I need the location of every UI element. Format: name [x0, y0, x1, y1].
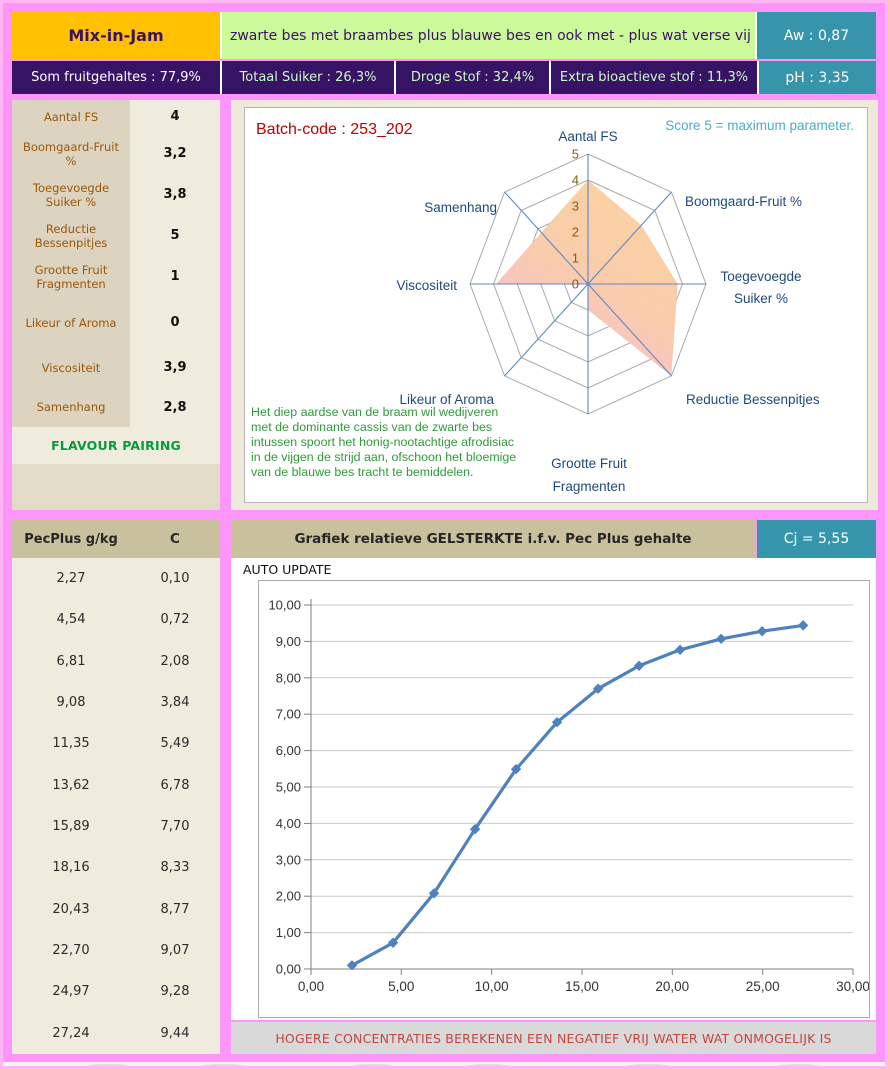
- parameter-row: [12, 348, 220, 387]
- y-axis-label: 1,00: [275, 925, 301, 941]
- pecplus-cell: 2,27: [56, 571, 86, 587]
- radar-tick-label: 1: [571, 250, 579, 266]
- series-line: [352, 625, 803, 965]
- gel-table-row: [12, 723, 220, 764]
- x-axis-label: 0,00: [297, 979, 325, 994]
- parameter-row: [12, 100, 220, 133]
- stat-totaal-suiker: Totaal Suiker : 26,3%: [222, 61, 394, 94]
- edge-shape: [770, 1064, 826, 1069]
- pecplus-cell: 22,70: [52, 943, 90, 959]
- gel-table-row: [12, 930, 220, 971]
- data-point-marker: [798, 620, 808, 630]
- gel-table-row: [12, 558, 220, 599]
- parameter-value[interactable]: 2,8: [130, 387, 220, 427]
- c-cell: 6,78: [160, 777, 190, 793]
- radar-axis-label: Viscositeit: [396, 278, 457, 293]
- radar-chart-box: [244, 107, 868, 503]
- parameter-label: Grootte Fruit Fragmenten: [12, 256, 130, 297]
- radar-axis-label: Likeur of Aroma: [399, 392, 494, 407]
- y-axis-label: 2,00: [275, 888, 301, 904]
- y-axis-label: 6,00: [275, 743, 301, 759]
- parameter-value[interactable]: 0: [130, 297, 220, 348]
- pairing-line: Het diep aardse van de braam wil wedijveren: [251, 405, 499, 419]
- gel-table-row: [12, 847, 220, 888]
- parameter-row: [12, 256, 220, 297]
- aw-value-cell: Aw : 0,87: [757, 12, 876, 59]
- pecplus-cell: 13,62: [52, 777, 90, 793]
- pecplus-cell: 15,89: [52, 819, 90, 835]
- stat-som-fruitgehaltes: Som fruitgehaltes : 77,9%: [12, 61, 220, 94]
- radar-axis-label: Toegevoegde: [720, 269, 802, 284]
- c-cell: 8,33: [160, 860, 190, 876]
- radar-tick-label: 0: [571, 276, 579, 292]
- c-column-header: C: [170, 531, 180, 547]
- pairing-line: intussen spoort het honig-nootachtige afrodisiac: [251, 435, 515, 449]
- pecplus-cell: 24,97: [52, 984, 90, 1000]
- c-cell: 5,49: [160, 736, 190, 752]
- gel-table-row: [12, 682, 220, 723]
- gel-table-row: [12, 765, 220, 806]
- y-axis-label: 5,00: [275, 779, 301, 795]
- gel-line-chart: [259, 581, 869, 1017]
- data-point-marker: [716, 634, 726, 644]
- batch-code-label: Batch-code : 253_202: [256, 121, 413, 138]
- parameter-value[interactable]: 1: [130, 256, 220, 297]
- y-axis-label: 4,00: [275, 815, 301, 831]
- gel-table-row: [12, 889, 220, 930]
- c-cell: 9,28: [160, 984, 190, 1000]
- pecplus-cell: 27,24: [52, 1025, 90, 1041]
- y-axis-label: 7,00: [275, 706, 301, 722]
- c-cell: 3,84: [160, 695, 190, 711]
- cj-value-cell: Cj = 5,55: [757, 520, 876, 558]
- y-axis-label: 9,00: [275, 633, 301, 649]
- y-axis-label: 10,00: [268, 597, 301, 613]
- c-cell: 9,07: [160, 943, 190, 959]
- gel-table-row: [12, 599, 220, 640]
- c-cell: 9,44: [160, 1025, 190, 1041]
- parameter-row: [12, 215, 220, 256]
- parameter-label: Toegevoegde Suiker %: [12, 174, 130, 215]
- ph-value-cell: pH : 3,35: [759, 61, 876, 94]
- radar-axis-label: Reductie Bessenpitjes: [686, 392, 820, 407]
- parameter-value[interactable]: 3,8: [130, 174, 220, 215]
- radar-tick-label: 2: [571, 224, 579, 240]
- line-chart-box: [258, 580, 870, 1018]
- y-axis-label: 3,00: [275, 852, 301, 868]
- parameter-table: [12, 100, 220, 427]
- parameter-table-footer: [12, 464, 220, 510]
- parameter-row: [12, 174, 220, 215]
- pairing-line: van de blauwe bes tracht te bemiddelen.: [251, 465, 474, 479]
- parameter-value[interactable]: 5: [130, 215, 220, 256]
- gel-table-header: [12, 520, 220, 558]
- edge-shape: [620, 1064, 676, 1069]
- pecplus-cell: 6,81: [56, 653, 86, 669]
- parameter-value[interactable]: 3,2: [130, 133, 220, 174]
- edge-shape: [460, 1064, 516, 1069]
- c-cell: 2,08: [160, 653, 190, 669]
- product-name-cell: Mix-in-Jam: [12, 12, 220, 59]
- radar-axis-label: Suiker %: [733, 291, 789, 306]
- x-axis-label: 15,00: [565, 979, 599, 994]
- parameter-row: [12, 297, 220, 348]
- parameter-label: Viscositeit: [12, 348, 130, 387]
- pairing-line: in de vijgen de strijd aan, ofschoon het bloemige: [251, 450, 517, 464]
- c-cell: 0,10: [160, 571, 190, 587]
- gel-table-row: [12, 806, 220, 847]
- edge-shape: [80, 1064, 136, 1069]
- radar-axis-label: Boomgaard-Fruit %: [685, 194, 803, 209]
- pecplus-cell: 11,35: [52, 736, 90, 752]
- pairing-line: met de dominante cassis van de zwarte bes: [251, 420, 493, 434]
- x-axis-label: 30,00: [836, 979, 869, 994]
- x-axis-label: 5,00: [388, 979, 415, 994]
- pecplus-cell: 20,43: [52, 901, 90, 917]
- stat-extra-bioactieve-stof: Extra bioactieve stof : 11,3%: [551, 61, 757, 94]
- parameter-label: Samenhang: [12, 387, 130, 427]
- pecplus-cell: 4,54: [56, 612, 86, 628]
- radar-axis-label: Grootte Fruit: [551, 456, 627, 471]
- parameter-value[interactable]: 4: [130, 100, 220, 133]
- warning-banner: HOGERE CONCENTRATIES BEREKENEN EEN NEGATIEF VRIJ WATER WAT ONMOGELIJK IS: [231, 1022, 876, 1054]
- gel-table-row: [12, 641, 220, 682]
- gel-table-row: [12, 1013, 220, 1054]
- data-point-marker: [757, 626, 767, 636]
- radar-tick-label: 3: [571, 198, 579, 214]
- x-axis-label: 10,00: [474, 979, 509, 994]
- parameter-row: [12, 387, 220, 427]
- edge-shape: [345, 1064, 401, 1069]
- pecplus-cell: 18,16: [52, 860, 90, 876]
- c-cell: 8,77: [160, 901, 190, 917]
- radar-tick-label: 5: [571, 146, 579, 162]
- x-axis-label: 20,00: [655, 979, 690, 994]
- parameter-label: Boomgaard-Fruit %: [12, 133, 130, 174]
- gel-table: [12, 558, 220, 1054]
- score-note: Score 5 = maximum parameter.: [665, 118, 854, 133]
- gel-table-row: [12, 971, 220, 1012]
- auto-update-label: AUTO UPDATE: [243, 562, 332, 577]
- c-cell: 0,72: [160, 612, 190, 628]
- parameter-label: Aantal FS: [12, 100, 130, 133]
- c-cell: 7,70: [160, 819, 190, 835]
- y-axis-label: 8,00: [275, 670, 301, 686]
- data-point-marker: [675, 645, 685, 655]
- flavour-pairing-banner: FLAVOUR PAIRING: [12, 427, 220, 464]
- pecplus-cell: 9,08: [56, 695, 86, 711]
- parameter-label: Likeur of Aroma: [12, 297, 130, 348]
- y-axis-label: 0,00: [275, 961, 301, 977]
- parameter-value[interactable]: 3,9: [130, 348, 220, 387]
- radar-axis-label: Aantal FS: [558, 129, 618, 144]
- edge-shape: [195, 1064, 251, 1069]
- stat-droge-stof: Droge Stof : 32,4%: [396, 61, 549, 94]
- gel-chart-title: Grafiek relatieve GELSTERKTE i.f.v. Pec Plus gehalte: [231, 520, 755, 558]
- radar-tick-label: 4: [571, 172, 579, 188]
- x-axis-label: 25,00: [745, 979, 780, 994]
- parameter-label: Reductie Bessenpitjes: [12, 215, 130, 256]
- radar-axis-label: Samenhang: [424, 200, 497, 215]
- radar-axis-label: Fragmenten: [552, 479, 626, 494]
- pecplus-column-header: PecPlus g/kg: [24, 531, 118, 547]
- recipe-description-cell[interactable]: zwarte bes met braambes plus blauwe bes en ook met - plus wat verse vij: [222, 12, 755, 59]
- flavour-pairing-text: [251, 405, 516, 480]
- parameter-row: [12, 133, 220, 174]
